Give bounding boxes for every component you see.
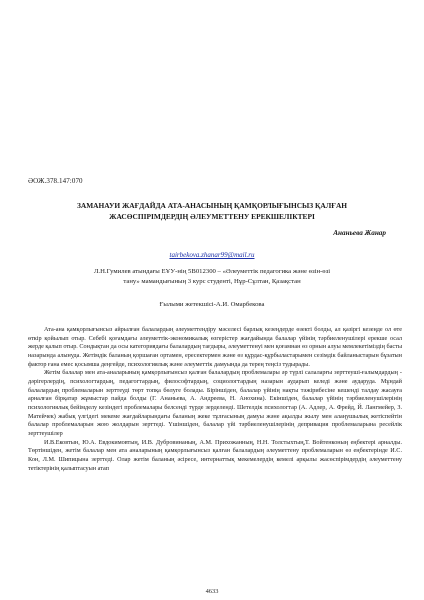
author-name: Ананьева Жанар (333, 229, 386, 237)
author-affiliation (42, 267, 382, 286)
article-body (28, 326, 402, 473)
body-paragraph: Жетім балалар мен ата-аналарының қамқорлығынсыз қалған балалардың проблемалары әр түрлі салаларғы зерттеуші-ғалымдардың - дәрігерлердің, психологтардың, педагогтардың, философтардың, социологтардың назарын аударып келеді және аударуда. Мұндай балалардың проблемаларын зерттеуді төрт топқа бөлуге болады. Біріншіден, балалар үйінің нақты тәжірибесіне кешенді талдау жасауға арналған бірқатар жұмыстар пайда болды (Г. Ананьева, А. Андреева, Н. Анохина). Екіншіден, балалар үйінің тәрбиеленушілерінің психологиялық бейімделу кезіндегі проблемалары белсенді түрде зерделенді. Шетелдік психологтар (А. Адлер, А. Фрейд, Й. Лангмейер, З. Матейчек) жабық үлгідегі мекеме жағдайларындағы баланың жеке тұлғасының дамуы және ақылды жылу мен алаңушылық жетіспейтін балалар проблемаларын жою жолдарын зерттеді. Үшіншіден, балалар үйі тәрбиеленушілерінің депривация проблемаларына ресейлік зерттеушілер (28, 369, 402, 437)
body-paragraph: И.В.Ековтын, Ю.А. Евдокимовтың, И.В. Дубровинаның, А.М. Прихожанның, Н.Н. Толстыхтың,Т. Войтенконың еңбектері арналды. Төртіншіден, жетім балалар мен ата аналарының қамқорлығынсыз қалған балалардың әлеуметтену проблемаларын өз еңбектерінде И.С. Кон, Л.М. Шипицына зерттеді. Олар жетім баланың әсіресе, интернаттық мекемелердің кемелі арқылы жасөспірімдердің әлеуметтену тетіктерінің қалыптасуын атап (28, 438, 402, 472)
page-number: 4633 (205, 588, 219, 595)
author-email-link[interactable]: tairbekova.zhanar99@mail.ru (169, 251, 255, 259)
affiliation-line: тану» мамандығының 3 курс студенті, Нұр-Сұлтан, Қазақстан (123, 277, 301, 285)
body-paragraph: Ата-ана қамқорлығынсыз айрылған балалардың әлеуметтендіру мәселесі барлық кезеңдерде өзекті болды, ал қазіргі кезеңде ол өте өткір қойылып отыр. Себебі қоғамдағы әлеуметтік-экономикалық өзгерістер жағдайында балалар үйінің тәрбиеленушілері ерекше осал жерде қалып отыр. Сондықтан да осы категориядағы балалардың тағдыры, әлеуметтенуі мен қоғамнан өз орнын алуы мемлекетіміздің басты назарында алынуда. Жетімдік баланың қоршаған ортамен, ересектермен және өз құрдас-құрбыластарымен сезімдік байланыстарын бұзатын фактор ғана емес қосымша деңгейде, психологиялық және әлеуметтік дамуында да терең теңсіз тудырады. (28, 326, 402, 368)
article-title (24, 200, 400, 222)
udc-code: ӘОЖ.378.147:070 (28, 177, 83, 185)
supervisor-line: Ғылыми жетекшісі-А.И. Омарбекова (159, 301, 265, 308)
title-line: ЗАМАНАУИ ЖАҒДАЙДА АТА-АНАСЫНЫҢ ҚАМҚОРЛЫҒЫНСЫЗ ҚАЛҒАН (76, 201, 348, 210)
title-line: ЖАСӨСПІРІМДЕРДІҢ ӘЛЕУМЕТТЕНУ ЕРЕКШЕЛІКТЕРІ (109, 212, 315, 221)
affiliation-line: Л.Н.Гумилев атындағы ЕҰУ-нің 5В012300 – «Әлеуметтік педагогика және өзін-өзі (93, 268, 331, 275)
